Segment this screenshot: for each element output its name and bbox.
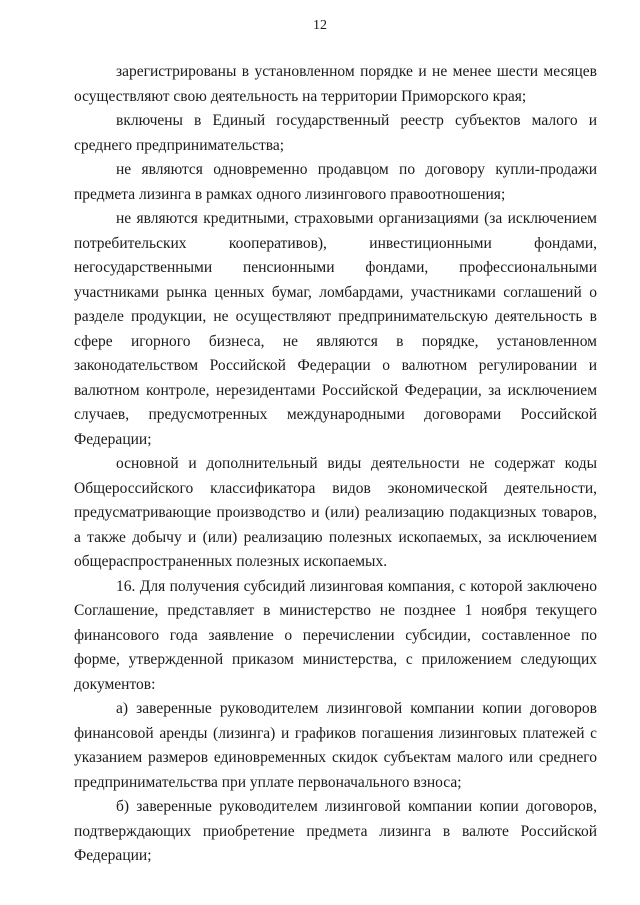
paragraph-registry: включены в Единый государственный реестр субъектов малого и среднего предпринимательства; bbox=[74, 112, 597, 154]
paragraph-seller: не являются одновременно продавцом по договору купли-продажи предмета лизинга в рамках одного лизингового правоотношения; bbox=[74, 161, 597, 203]
document-body bbox=[74, 60, 597, 869]
paragraph-item-16: 16. Для получения субсидий лизинговая компания, с которой заключено Соглашение, представляет в министерство не позднее 1 ноября текущего финансового года заявление о перечислении субсидии, составленное по форме, утвержденной приказом министерства, с приложением следующих документов: bbox=[74, 577, 597, 693]
paragraph-registration: зарегистрированы в установленном порядке и не менее шести месяцев осуществляют свою деятельность на территории Приморского края; bbox=[74, 63, 597, 105]
paragraph-exclusions: не являются кредитными, страховыми организациями (за исключением потребительских кооперативов), инвестиционными фондами, негосударственными пенсионными фондами, профессиональными участниками рынка ценных бумаг, ломбардами, участниками соглашений о разделе продукции, не осуществляют предпринимательскую деятельность в сфере игорного бизнеса, не являются в порядке, установленном законодательством Российской Федерации о валютном регулировании и валютном контроле, нерезидентами Российской Федерации, за исключением случаев, предусмотренных международными договорами Российской Федерации; bbox=[74, 210, 597, 448]
paragraph-activity-codes: основной и дополнительный виды деятельности не содержат коды Общероссийского классификатора видов экономической деятельности, предусматривающие производство и (или) реализацию подакцизных товаров, а также добычу и (или) реализацию полезных ископаемых, за исключением общераспространенных полезных ископаемых. bbox=[74, 455, 597, 570]
paragraph-item-a: а) заверенные руководителем лизинговой компании копии договоров финансовой аренды (лизинга) и графиков погашения лизинговых платежей с указанием размеров единовременных скидок субъектам малого или среднего предпринимательства при уплате первоначального взноса; bbox=[74, 700, 597, 791]
page-number: 12 bbox=[313, 18, 327, 33]
paragraph-item-b: б) заверенные руководителем лизинговой компании копии договоров, подтверждающих приобретение предмета лизинга в валюте Российской Федерации; bbox=[74, 798, 597, 864]
